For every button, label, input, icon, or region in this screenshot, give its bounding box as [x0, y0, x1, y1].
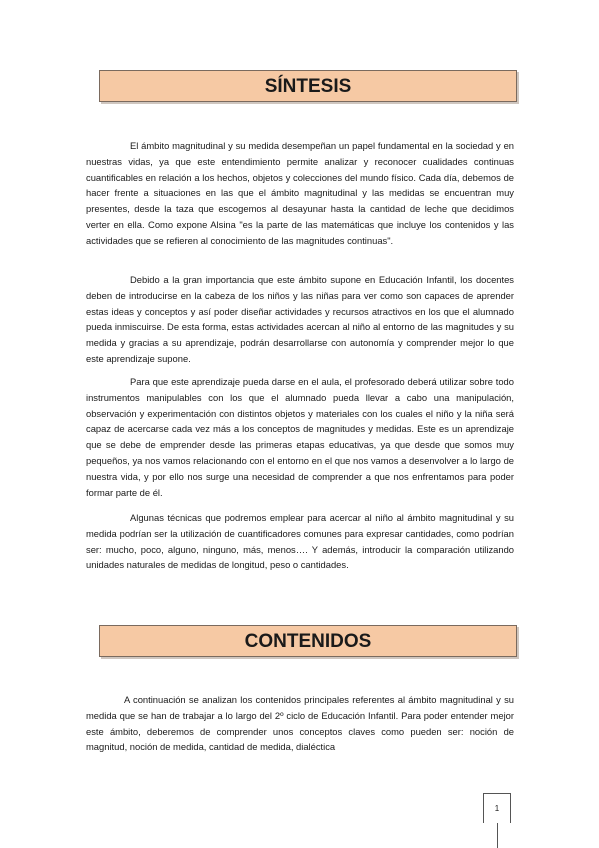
paragraph-5: A continuación se analizan los contenidos principales referentes al ámbito magnitudinal y su medida que se han de trabajar a lo largo del 2º ciclo de Educación Infantil. Para poder entender mejor este ámbito, deberemos de comprender unos conceptos claves como pueden ser: noción de magnitud, noción de medida, cantidad de medida, dialéctica: [86, 694, 514, 753]
section-title-sintesis: SÍNTESIS: [99, 70, 517, 102]
page-number-rule: [497, 823, 498, 848]
paragraph-1: El ámbito magnitudinal y su medida desempeñan un papel fundamental en la sociedad y en nuestras vidas, ya que este entendimiento permite analizar y reconocer cualidades continuas cuantificables en relación a los hechos, objetos y colecciones del mundo físico. Cada día, debemos de hacer frente a situaciones en las que el ámbito magnitudinal y las medidas se encuentran muy presentes, desde la taza que escogemos al desayunar hasta la cantidad de leche que decidimos verter en ella. Como expone Alsina "es la parte de las matemáticas que incluye los contenidos y las actividades que se refieren al conocimiento de las magnitudes continuas".: [86, 140, 514, 246]
section-title-contenidos: CONTENIDOS: [99, 625, 517, 657]
paragraph-3: Para que este aprendizaje pueda darse en el aula, el profesorado deberá utilizar sobre todo instrumentos manipulables con los que el alumnado pueda llevar a cabo una manipulación, observación y experimentación con distintos objetos y materiales con los cuales el niño y la niña será capaz de acercarse cada vez más a los conceptos de magnitudes y medidas. Este es un aprendizaje que se debe de emprender desde las primeras etapas educativas, ya que desde que somos muy pequeños, ya nos vamos relacionando con el entorno en el que nos vamos a desenvolver a lo largo de nuestra vida, y por ello nos surge una necesidad de comprender a que nos enfrentamos para poder formar parte de él.: [86, 376, 514, 498]
paragraph-2: Debido a la gran importancia que este ámbito supone en Educación Infantil, los docentes deben de introducirse en la cabeza de los niños y las niñas para ver como son capaces de aprender estas ideas y conceptos y así poder diseñar actividades y recursos atractivos en los que el alumnado pueda inmiscuirse. De esta forma, estas actividades acercan al niño al entorno de las magnitudes y su medida y gracias a su aprendizaje, podrán desarrollarse con autonomía y comprender mejor lo que este aprendizaje supone.: [86, 274, 514, 364]
paragraph-4: Algunas técnicas que podremos emplear para acercar al niño al ámbito magnitudinal y su medida podrían ser la utilización de cuantificadores comunes para expresar cantidades, como podrían ser: mucho, poco, alguno, ninguno, más, menos…. Y además, introducir la comparación utilizando unidades naturales de medidas de longitud, peso o cantidades.: [86, 512, 514, 571]
page-number: 1: [483, 793, 511, 823]
